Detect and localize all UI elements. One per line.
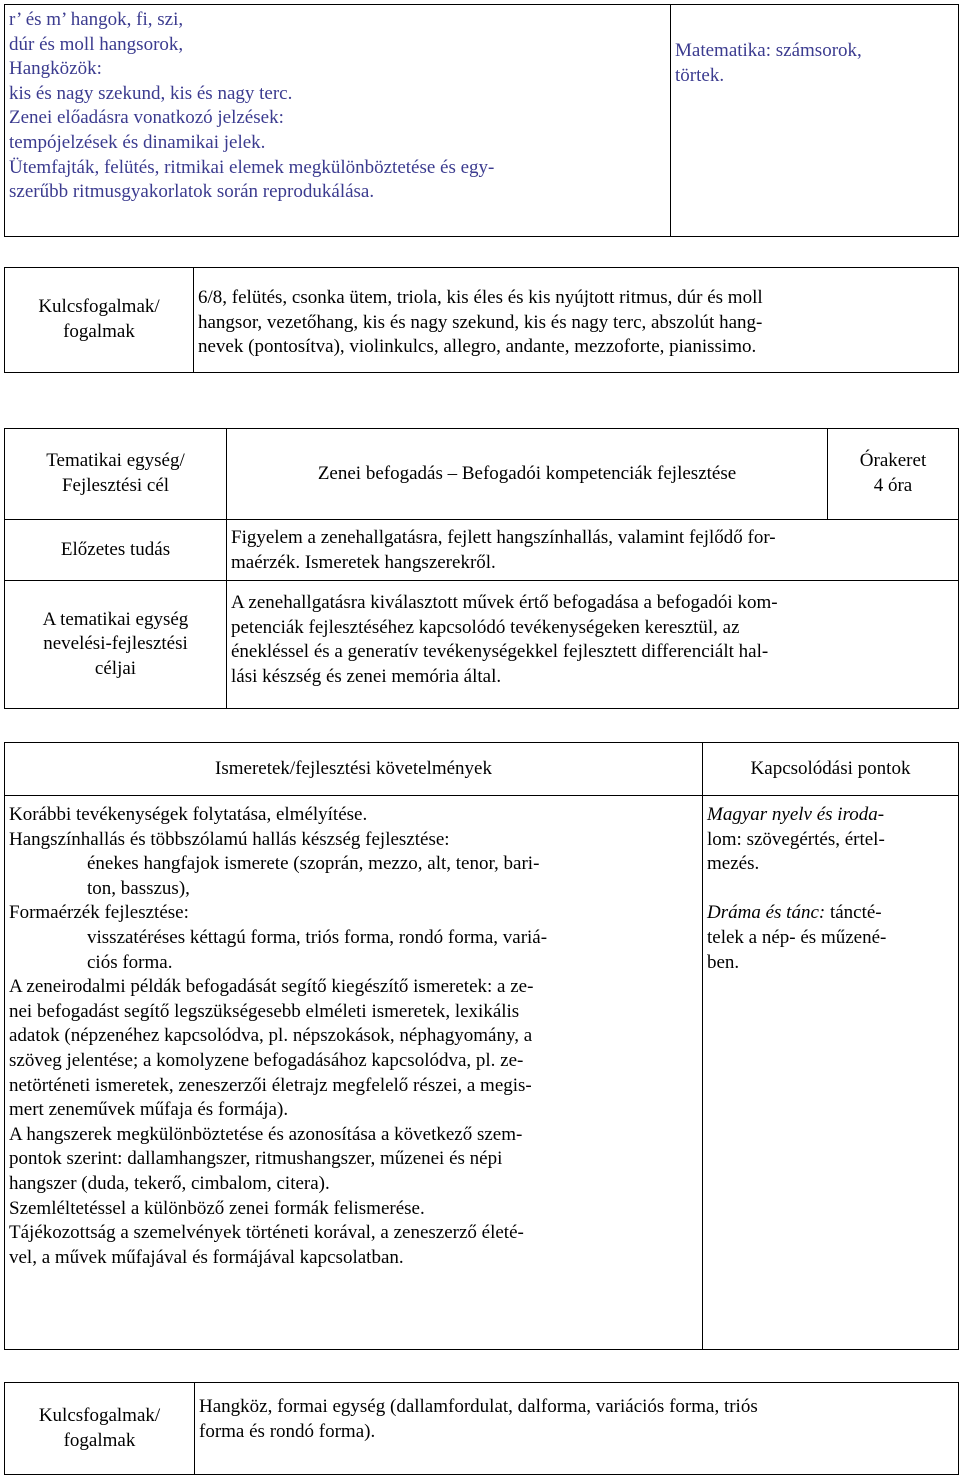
connection-magyar-title: Magyar nyelv és iroda- [707,804,885,825]
top-right-line: törtek. [675,64,725,86]
top-table [4,4,959,237]
keywords-label-cell-2 [5,1383,195,1475]
req-header-right-text: Kapcsolódási pontok [750,757,911,779]
req-line: visszatéréses kéttagú forma, triós forma, rondó forma, variá- [87,926,548,948]
req-line: Formaérzék fejlesztése: [9,902,189,924]
req-body-cell [5,796,703,1350]
req-line: énekes hangfajok ismerete (szoprán, mezzo, alt, tenor, bari- [87,853,540,875]
unit-table [4,428,959,709]
goals-line: énekléssel és a generatív tevékenységekkel fejlesztett differenciált hal- [231,641,769,663]
keywords-line: hangsor, vezetőhang, kis és nagy szekund, kis és nagy terc, abszolút hang- [198,311,763,333]
top-line: kis és nagy szekund, kis és nagy terc. [9,82,293,104]
req-line: Korábbi tevékenységek folytatása, elmélyítése. [9,804,368,825]
prior-line: Figyelem a zenehallgatásra, fejlett hangszínhallás, valamint fejlődő for- [231,527,776,548]
req-header-left-text: Ismeretek/fejlesztési követelmények [215,757,492,779]
unit-label: Tematikai egység/ [46,450,185,472]
connection-line: mezés. [707,853,760,875]
unit-label-cell [5,429,227,520]
keywords-line: forma és rondó forma). [199,1420,376,1442]
connection-line: ben. [707,951,740,973]
connection-line: telek a nép- és műzené- [707,926,887,948]
req-line: Hangszínhallás és többszólamú hallás készség fejlesztése: [9,828,450,850]
keywords-line: nevek (pontosítva), violinkulcs, allegro, andante, mezzoforte, pianissimo. [198,336,757,358]
keywords-line: 6/8, felütés, csonka ütem, triola, kis éles és kis nyújtott ritmus, dúr és moll [198,287,763,308]
goals-text-cell [227,581,959,709]
req-line: vel, a művek műfajával és formájával kapcsolatban. [9,1246,404,1268]
keywords-label-cell [5,268,194,373]
prior-text-cell [227,520,959,581]
prior-label-cell [5,520,227,581]
prior-line: maérzék. Ismeretek hangszerekről. [231,551,496,573]
req-line: hangszer (duda, tekerő, cimbalom, citera). [9,1172,330,1194]
goals-line: petenciák fejlesztéséhez kapcsolódó tevékenységeken keresztül, az [231,616,740,638]
req-line: netörténeti ismeretek, zeneszerzői életrajz megfelelő részei, a megis- [9,1074,532,1096]
top-right-cell [671,5,959,237]
goals-line: lási készség és zenei memória által. [231,665,502,687]
req-connections-cell [703,796,959,1350]
hours-value: 4 óra [873,475,913,496]
keywords-label: Kulcsfogalmak/ [38,296,160,318]
req-line: A hangszerek megkülönböztetése és azonosítása a következő szem- [9,1123,523,1145]
top-line: dúr és moll hangsorok, [9,33,184,55]
top-right-line: Matematika: számsorok, [675,40,862,61]
top-line: Zenei előadásra vonatkozó jelzések: [9,107,284,129]
keywords-label: fogalmak [63,1429,136,1451]
top-left-cell [5,5,671,237]
keywords-text-cell-2 [195,1383,959,1475]
req-line: ton, basszus), [87,877,190,899]
requirements-table [4,742,959,1350]
top-line: tempójelzések és dinamikai jelek. [9,131,266,153]
req-line: mert zeneművek műfaja és formája). [9,1099,289,1121]
keywords-text-cell [194,268,959,373]
hours-label: Órakeret [859,450,927,472]
unit-label: Fejlesztési cél [61,475,170,496]
connection-line: lom: szövegértés, értel- [707,828,885,850]
req-line: ciós forma. [87,951,173,973]
unit-hours-cell [828,429,959,520]
prior-label: Előzetes tudás [60,538,171,560]
req-line: szöveg jelentése; a komolyzene befogadásához kapcsolódva, pl. ze- [9,1049,524,1071]
req-line: Szemléltetéssel a különböző zenei formák felismerése. [9,1197,425,1219]
unit-title-cell [227,429,828,520]
goals-label: nevelési-fejlesztési [43,633,188,655]
goals-label: A tematikai egység [42,608,189,630]
goals-label-cell [5,581,227,709]
top-line: Hangközök: [9,58,102,80]
unit-title: Zenei befogadás – Befogadói kompetenciák fejlesztése [317,462,737,484]
req-line: pontok szerint: dallamhangszer, ritmushangszer, műzenei és népi [9,1148,503,1170]
req-line: A zeneirodalmi példák befogadását segítő kiegészítő ismeretek: a ze- [9,976,534,998]
top-line: r’ és m’ hangok, fi, szi, [9,9,184,30]
keywords-label: Kulcsfogalmak/ [38,1404,161,1426]
goals-line: A zenehallgatásra kiválasztott művek értő befogadása a befogadói kom- [231,592,778,613]
req-line: nei befogadást segítő legszükségesebb elméleti ismeretek, lexikális [9,1000,520,1022]
keywords-line: Hangköz, formai egység (dallamfordulat, dalforma, variációs forma, triós [199,1396,758,1417]
req-header-right [703,743,959,796]
top-line: szerűbb ritmusgyakorlatok során reprodukálása. [9,181,375,203]
req-line: adatok (népzenéhez kapcsolódva, pl. népszokások, néphagyomány, a [9,1025,533,1047]
keywords-table-2 [4,1382,959,1475]
keywords-label: fogalmak [63,321,135,342]
req-line: Tájékozottság a szemelvények történeti korával, a zeneszerző életé- [9,1222,524,1244]
keywords-table-1 [4,267,959,373]
connection-drama-title: Dráma és tánc: táncté- [707,902,882,924]
req-header-left [5,743,703,796]
top-line: Ütemfajták, felütés, ritmikai elemek megkülönböztetése és egy- [9,156,495,178]
goals-label: céljai [94,657,137,679]
